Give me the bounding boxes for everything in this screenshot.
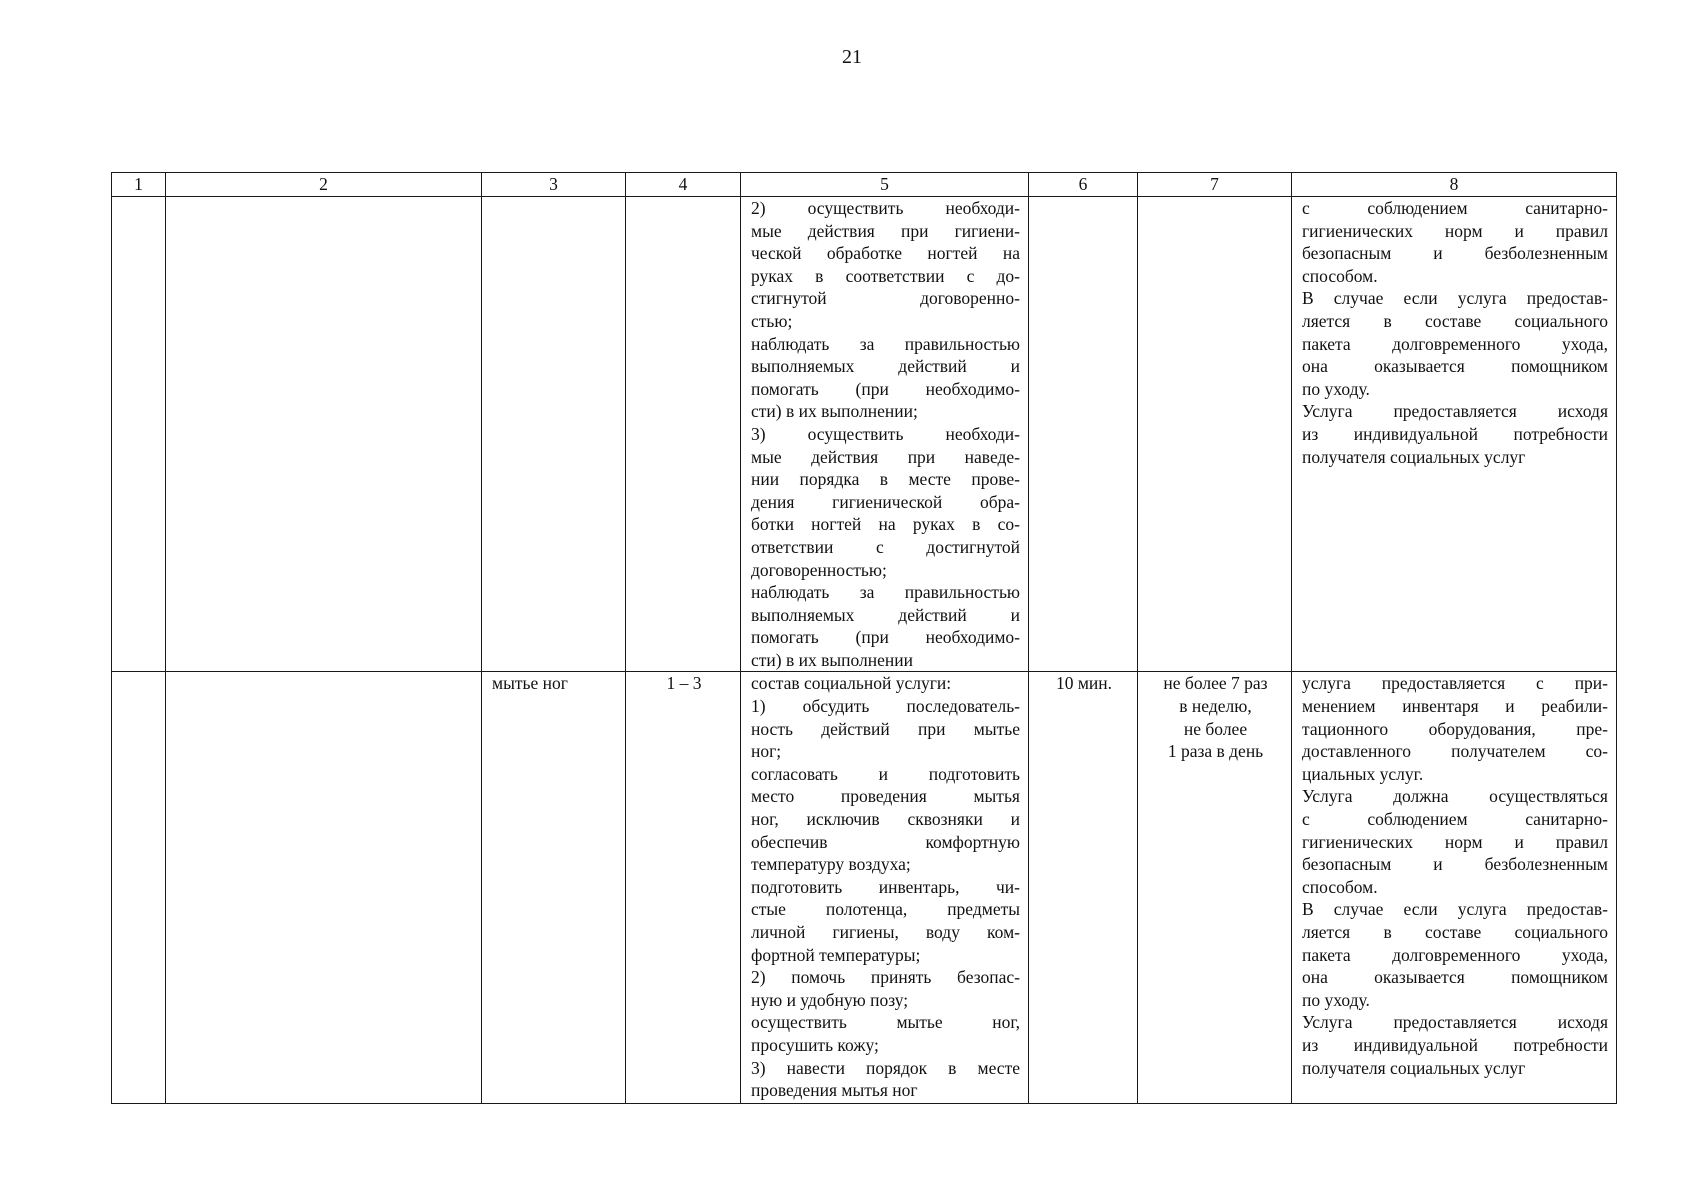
cell-text-line: проведения мытья ног	[751, 1080, 918, 1101]
row-number-cell	[112, 672, 166, 1104]
column-header: 8	[1292, 173, 1617, 197]
cell-text-line: осуществить мытье ног,	[751, 1012, 1020, 1033]
cell-text-line: из индивидуальной потребности	[1302, 423, 1608, 444]
table-row	[112, 197, 1617, 672]
cell-text-line: обеспечив комфортную	[751, 831, 1020, 852]
cell-text-line: ляется в составе социального	[1302, 922, 1608, 942]
cell-text-line: ческой обработке ногтей на	[751, 243, 1020, 264]
cell-text-line: получателя социальных услуг	[1302, 446, 1526, 467]
cell-text-line: сти) в их выполнении	[751, 649, 913, 670]
cell-text-line: не более 7 раз	[1163, 673, 1268, 694]
duration-cell: 10 мин.	[1029, 672, 1138, 1104]
cell-text-line: наблюдать за правильностью	[751, 333, 1020, 354]
cell-text-line: ботки ногтей на руках в со-	[751, 514, 1020, 535]
column-header: 6	[1029, 173, 1138, 197]
cell-text-line: температуру воздуха;	[751, 854, 911, 875]
cell-text-line: способом.	[1302, 265, 1378, 286]
cell-text-line: В случае если услуга предостав-	[1302, 288, 1608, 309]
cell-text-line: помогать (при необходимо-	[751, 627, 1020, 648]
cell-text-line: согласовать и подготовить	[751, 763, 1020, 784]
cell-text-line: с соблюдением санитарно-	[1302, 198, 1608, 218]
services-table	[111, 172, 1617, 1104]
cell-text-line: нии порядка в месте прове-	[751, 469, 1020, 490]
cell-text-line: ность действий при мытье	[751, 718, 1020, 739]
cell-text-line: помогать (при необходимо-	[751, 378, 1020, 399]
cell-text-line: с соблюдением санитарно-	[1302, 809, 1608, 830]
cell-text-line: в неделю,	[1179, 696, 1252, 717]
cell-text-line: дения гигиенической обра-	[751, 491, 1020, 512]
cell-text-line: безопасным и безболезненным	[1302, 243, 1608, 264]
cell-text-line: мые действия при наведе-	[751, 446, 1020, 467]
cell-text-line: доставленного получателем со-	[1302, 741, 1608, 762]
service-group-range-cell: 1 – 3	[626, 672, 741, 1104]
cell-text-line: ляется в составе социального	[1302, 310, 1608, 331]
cell-text-line: руках в соответствии с до-	[751, 265, 1020, 286]
page-number: 21	[842, 46, 862, 68]
cell-text-line: услуга предоставляется с при-	[1302, 673, 1608, 694]
cell-text-line: стигнутой договоренно-	[751, 288, 1020, 309]
cell-text-line: состав социальной услуги:	[751, 673, 952, 694]
cell-text-line: просушить кожу;	[751, 1034, 879, 1055]
cell-text-line: Услуга предоставляется исходя	[1302, 1012, 1608, 1033]
cell-text-line: ную и удобную позу;	[751, 989, 909, 1010]
service-description-cell	[741, 672, 1029, 1104]
column-header: 3	[482, 173, 626, 197]
cell-text-line: тационного оборудования, пре-	[1302, 718, 1608, 739]
frequency-cell	[1138, 672, 1292, 1104]
cell-text-line: гигиенических норм и правил	[1302, 220, 1608, 241]
column-header: 5	[741, 173, 1029, 197]
service-name-cell	[482, 197, 626, 672]
table-header-row	[112, 173, 1617, 197]
column-header: 7	[1138, 173, 1292, 197]
cell-text-line: подготовить инвентарь, чи-	[751, 876, 1020, 897]
cell-text-line: не более	[1183, 718, 1248, 739]
cell-text-line: по уходу.	[1302, 378, 1370, 399]
cell-text-line: наблюдать за правильностью	[751, 582, 1020, 603]
service-group-cell	[166, 197, 482, 672]
row-number-cell	[112, 197, 166, 672]
cell-text-line: Услуга предоставляется исходя	[1302, 401, 1608, 422]
cell-text-line: получателя социальных услуг	[1302, 1057, 1526, 1078]
cell-text-line: пакета долговременного ухода,	[1302, 333, 1608, 354]
cell-text-line: стые полотенца, предметы	[751, 899, 1020, 920]
column-header: 2	[166, 173, 482, 197]
cell-text-line: личной гигиены, воду ком-	[751, 922, 1020, 942]
cell-text-line: из индивидуальной потребности	[1302, 1034, 1608, 1055]
cell-text-line: В случае если услуга предостав-	[1302, 899, 1608, 920]
cell-text-line: 3) осуществить необходи-	[751, 423, 1020, 444]
duration-cell	[1029, 197, 1138, 672]
cell-text-line: фортной температуры;	[751, 944, 921, 965]
column-header: 1	[112, 173, 166, 197]
table-row	[112, 672, 1617, 1104]
cell-text-line: выполняемых действий и	[751, 356, 1020, 377]
cell-text-line: ног;	[751, 741, 782, 762]
cell-text-line: 3) навести порядок в месте	[751, 1057, 1020, 1078]
cell-text-line: она оказывается помощником	[1302, 356, 1608, 377]
cell-text-line: ног, исключив сквозняки и	[751, 809, 1020, 830]
service-description-cell	[741, 197, 1029, 672]
cell-text-line: она оказывается помощником	[1302, 967, 1608, 988]
cell-text-line: 1) обсудить последователь-	[751, 696, 1020, 717]
service-group-range-cell	[626, 197, 741, 672]
cell-text-line: Услуга должна осуществляться	[1302, 786, 1608, 807]
cell-text-line: безопасным и безболезненным	[1302, 854, 1608, 875]
cell-text-line: по уходу.	[1302, 989, 1370, 1010]
cell-text-line: менением инвентаря и реабили-	[1302, 696, 1608, 717]
cell-text-line: 1 раза в день	[1167, 741, 1264, 762]
cell-text-line: 2) осуществить необходи-	[751, 198, 1020, 218]
frequency-cell	[1138, 197, 1292, 672]
cell-text-line: договоренностью;	[751, 559, 887, 580]
cell-text-line: ответствии с достигнутой	[751, 536, 1020, 557]
service-name-cell: мытье ног	[482, 672, 626, 1104]
cell-text-line: сти) в их выполнении;	[751, 401, 918, 422]
cell-text-line: пакета долговременного ухода,	[1302, 944, 1608, 965]
cell-text-line: способом.	[1302, 876, 1378, 897]
cell-text-line: 2) помочь принять безопас-	[751, 967, 1020, 988]
cell-text-line: выполняемых действий и	[751, 604, 1020, 625]
cell-text-line: мые действия при гигиени-	[751, 220, 1020, 241]
cell-text-line: циальных услуг.	[1302, 763, 1424, 784]
service-group-cell	[166, 672, 482, 1104]
cell-text-line: место проведения мытья	[751, 786, 1020, 807]
conditions-cell	[1292, 672, 1617, 1104]
conditions-cell	[1292, 197, 1617, 672]
cell-text-line: стью;	[751, 310, 793, 331]
column-header: 4	[626, 173, 741, 197]
cell-text-line: гигиенических норм и правил	[1302, 831, 1608, 852]
